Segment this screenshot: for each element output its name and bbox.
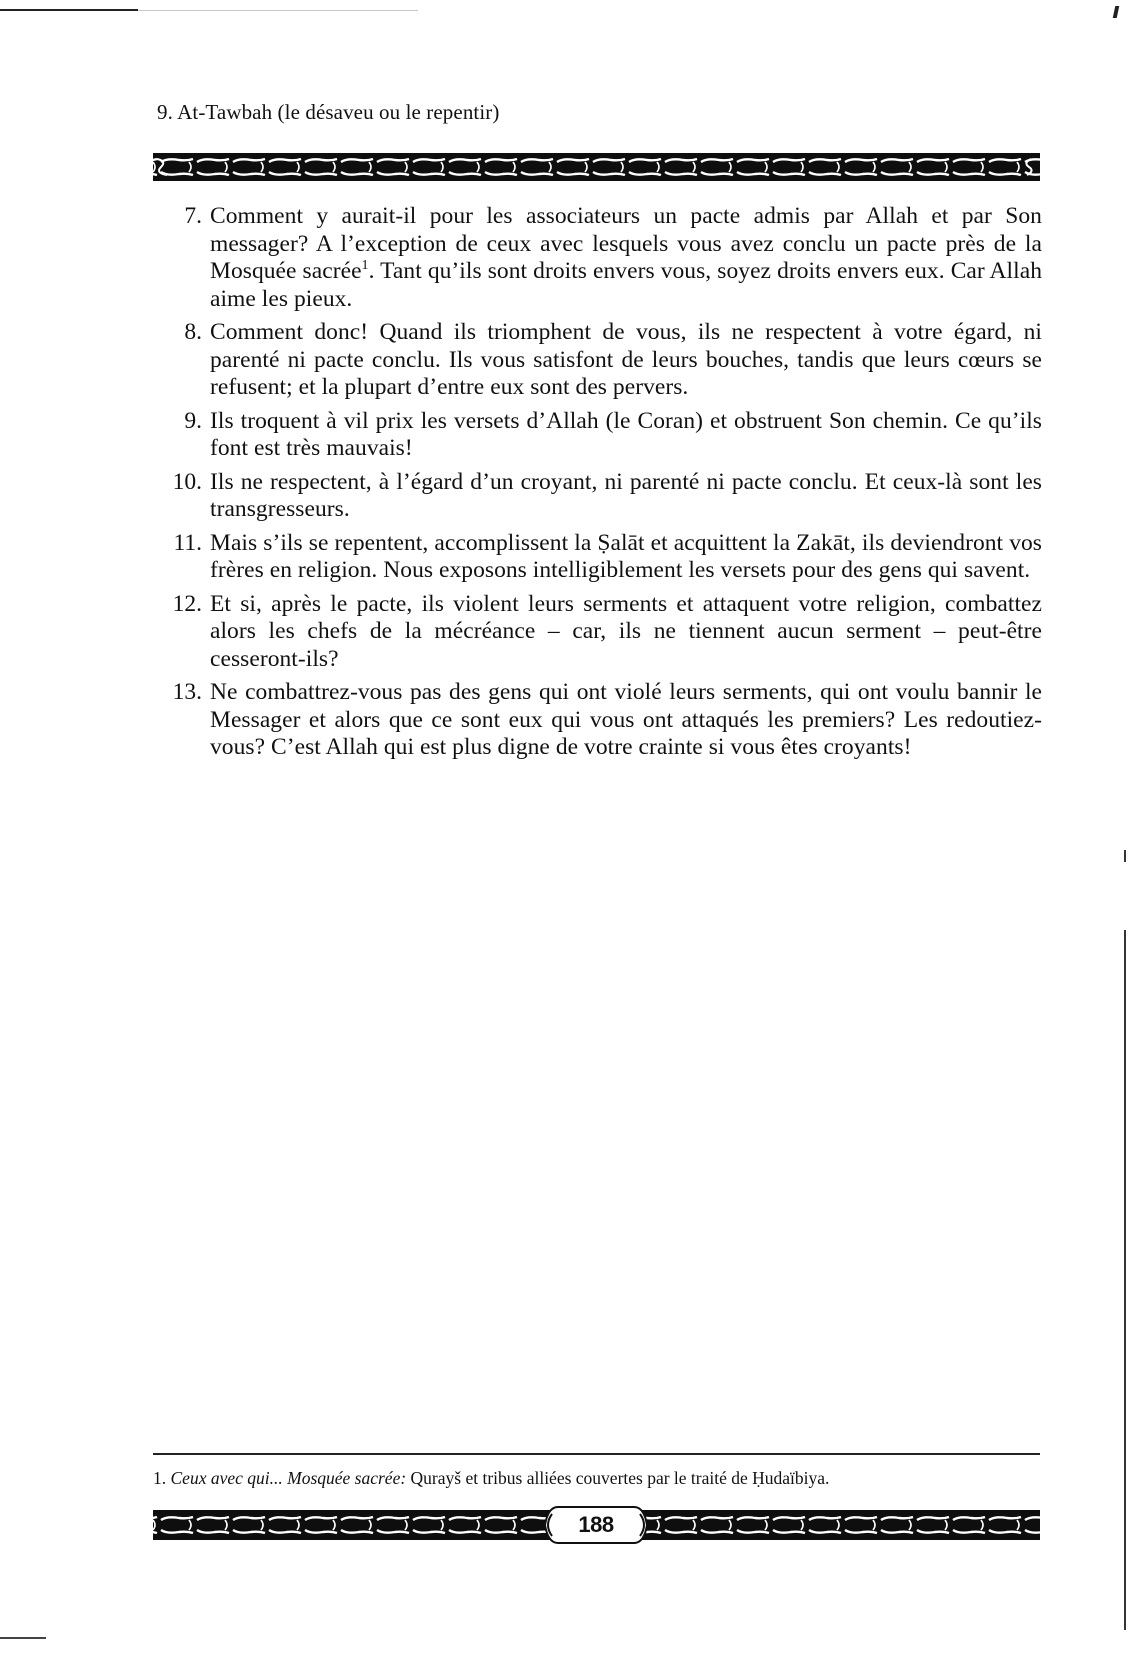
- top-edge-rule: [0, 9, 138, 11]
- verse-text: Comment y aurait-il pour les associateurs un pacte admis par Allah et par Son messager? A l’exception de ceux avec lesquels vous avez conclu un pacte près de la Mosquée sacrée$^1$. Tant qu’ils sont droits envers vous, soyez droits envers eux. Car Allah aime les pieux.: [210, 203, 1042, 312]
- footnote-number: 1.: [153, 1468, 167, 1488]
- verse-text: Ils ne respectent, à l’égard d’un croyant, ni parenté ni pacte conclu. Et ceux-là sont les transgresseurs.: [210, 468, 1042, 522]
- verse-9: [160, 408, 1042, 463]
- top-edge-faint-rule: [138, 10, 418, 11]
- verse-12: [160, 591, 1042, 674]
- verse-number: 11.: [173, 529, 202, 556]
- page-number-plate: [544, 1506, 648, 1544]
- footnote-reference: 1: [361, 258, 369, 274]
- page-number: 188: [578, 1512, 614, 1537]
- footnote-lead: Ceux avec qui... Mosquée sacrée:: [170, 1468, 407, 1488]
- verse-text: Ne combattrez-vous pas des gens qui ont violé leurs serments, qui ont voulu bannir le Messager et alors que ce sont eux qui vous ont attaqués les premiers? Les redoutiez-vous? C’est Allah qui est plus digne de votre crainte si vous êtes croyants!: [210, 679, 1042, 760]
- verse-list: [160, 203, 1042, 768]
- corner-mark: [1113, 6, 1120, 18]
- verse-text: Et si, après le pacte, ils violent leurs serments et attaquent votre religion, combattez alors les chefs de la mécréance – car, ils ne tiennent aucun serment – peut-être cesseront-ils?: [210, 590, 1042, 672]
- chain-ornament: [153, 153, 1040, 181]
- surah-header: 9. At-Tawbah (le désaveu ou le repentir): [157, 100, 500, 124]
- verse-number: 8.: [184, 319, 202, 345]
- verse-10: [160, 469, 1042, 524]
- scan-edge-line: [1124, 930, 1126, 1630]
- verse-8: [160, 319, 1042, 402]
- scan-edge-mark: [1124, 850, 1126, 862]
- verse-11: [160, 530, 1042, 585]
- ornamental-band-top: [153, 153, 1040, 181]
- verse-number: 12.: [172, 590, 202, 617]
- verse-number: 10.: [172, 468, 202, 495]
- verse-text: Mais s’ils se repentent, accomplissent la Ṣalāt et acquittent la Zakāt, ils deviendront vos frères en religion. Nous exposons intelligiblement les versets pour des gens qui savent.: [210, 529, 1042, 583]
- verse-number: 9.: [184, 407, 202, 434]
- verse-13: [160, 679, 1042, 762]
- verse-number: 13.: [172, 679, 202, 705]
- verse-text: Comment donc! Quand ils triomphent de vous, ils ne respectent à votre égard, ni parenté ni pacte conclu. Ils vous satisfont de leurs bouches, tandis que leurs cœurs se refusent; et la plupart d’entre eux sont des pervers.: [210, 319, 1042, 400]
- footnote: [153, 1467, 1040, 1489]
- verse-7: [160, 203, 1042, 313]
- footnote-text: Qurayš et tribus alliées couvertes par le traité de Ḥudaïbiya.: [410, 1468, 830, 1488]
- verse-number: 7.: [184, 203, 202, 229]
- footnote-divider: [153, 1453, 1040, 1455]
- verse-text: Ils troquent à vil prix les versets d’Allah (le Coran) et obstruent Son chemin. Ce qu’ils font est très mauvais!: [210, 407, 1042, 461]
- bottom-edge-rule: [0, 1637, 46, 1639]
